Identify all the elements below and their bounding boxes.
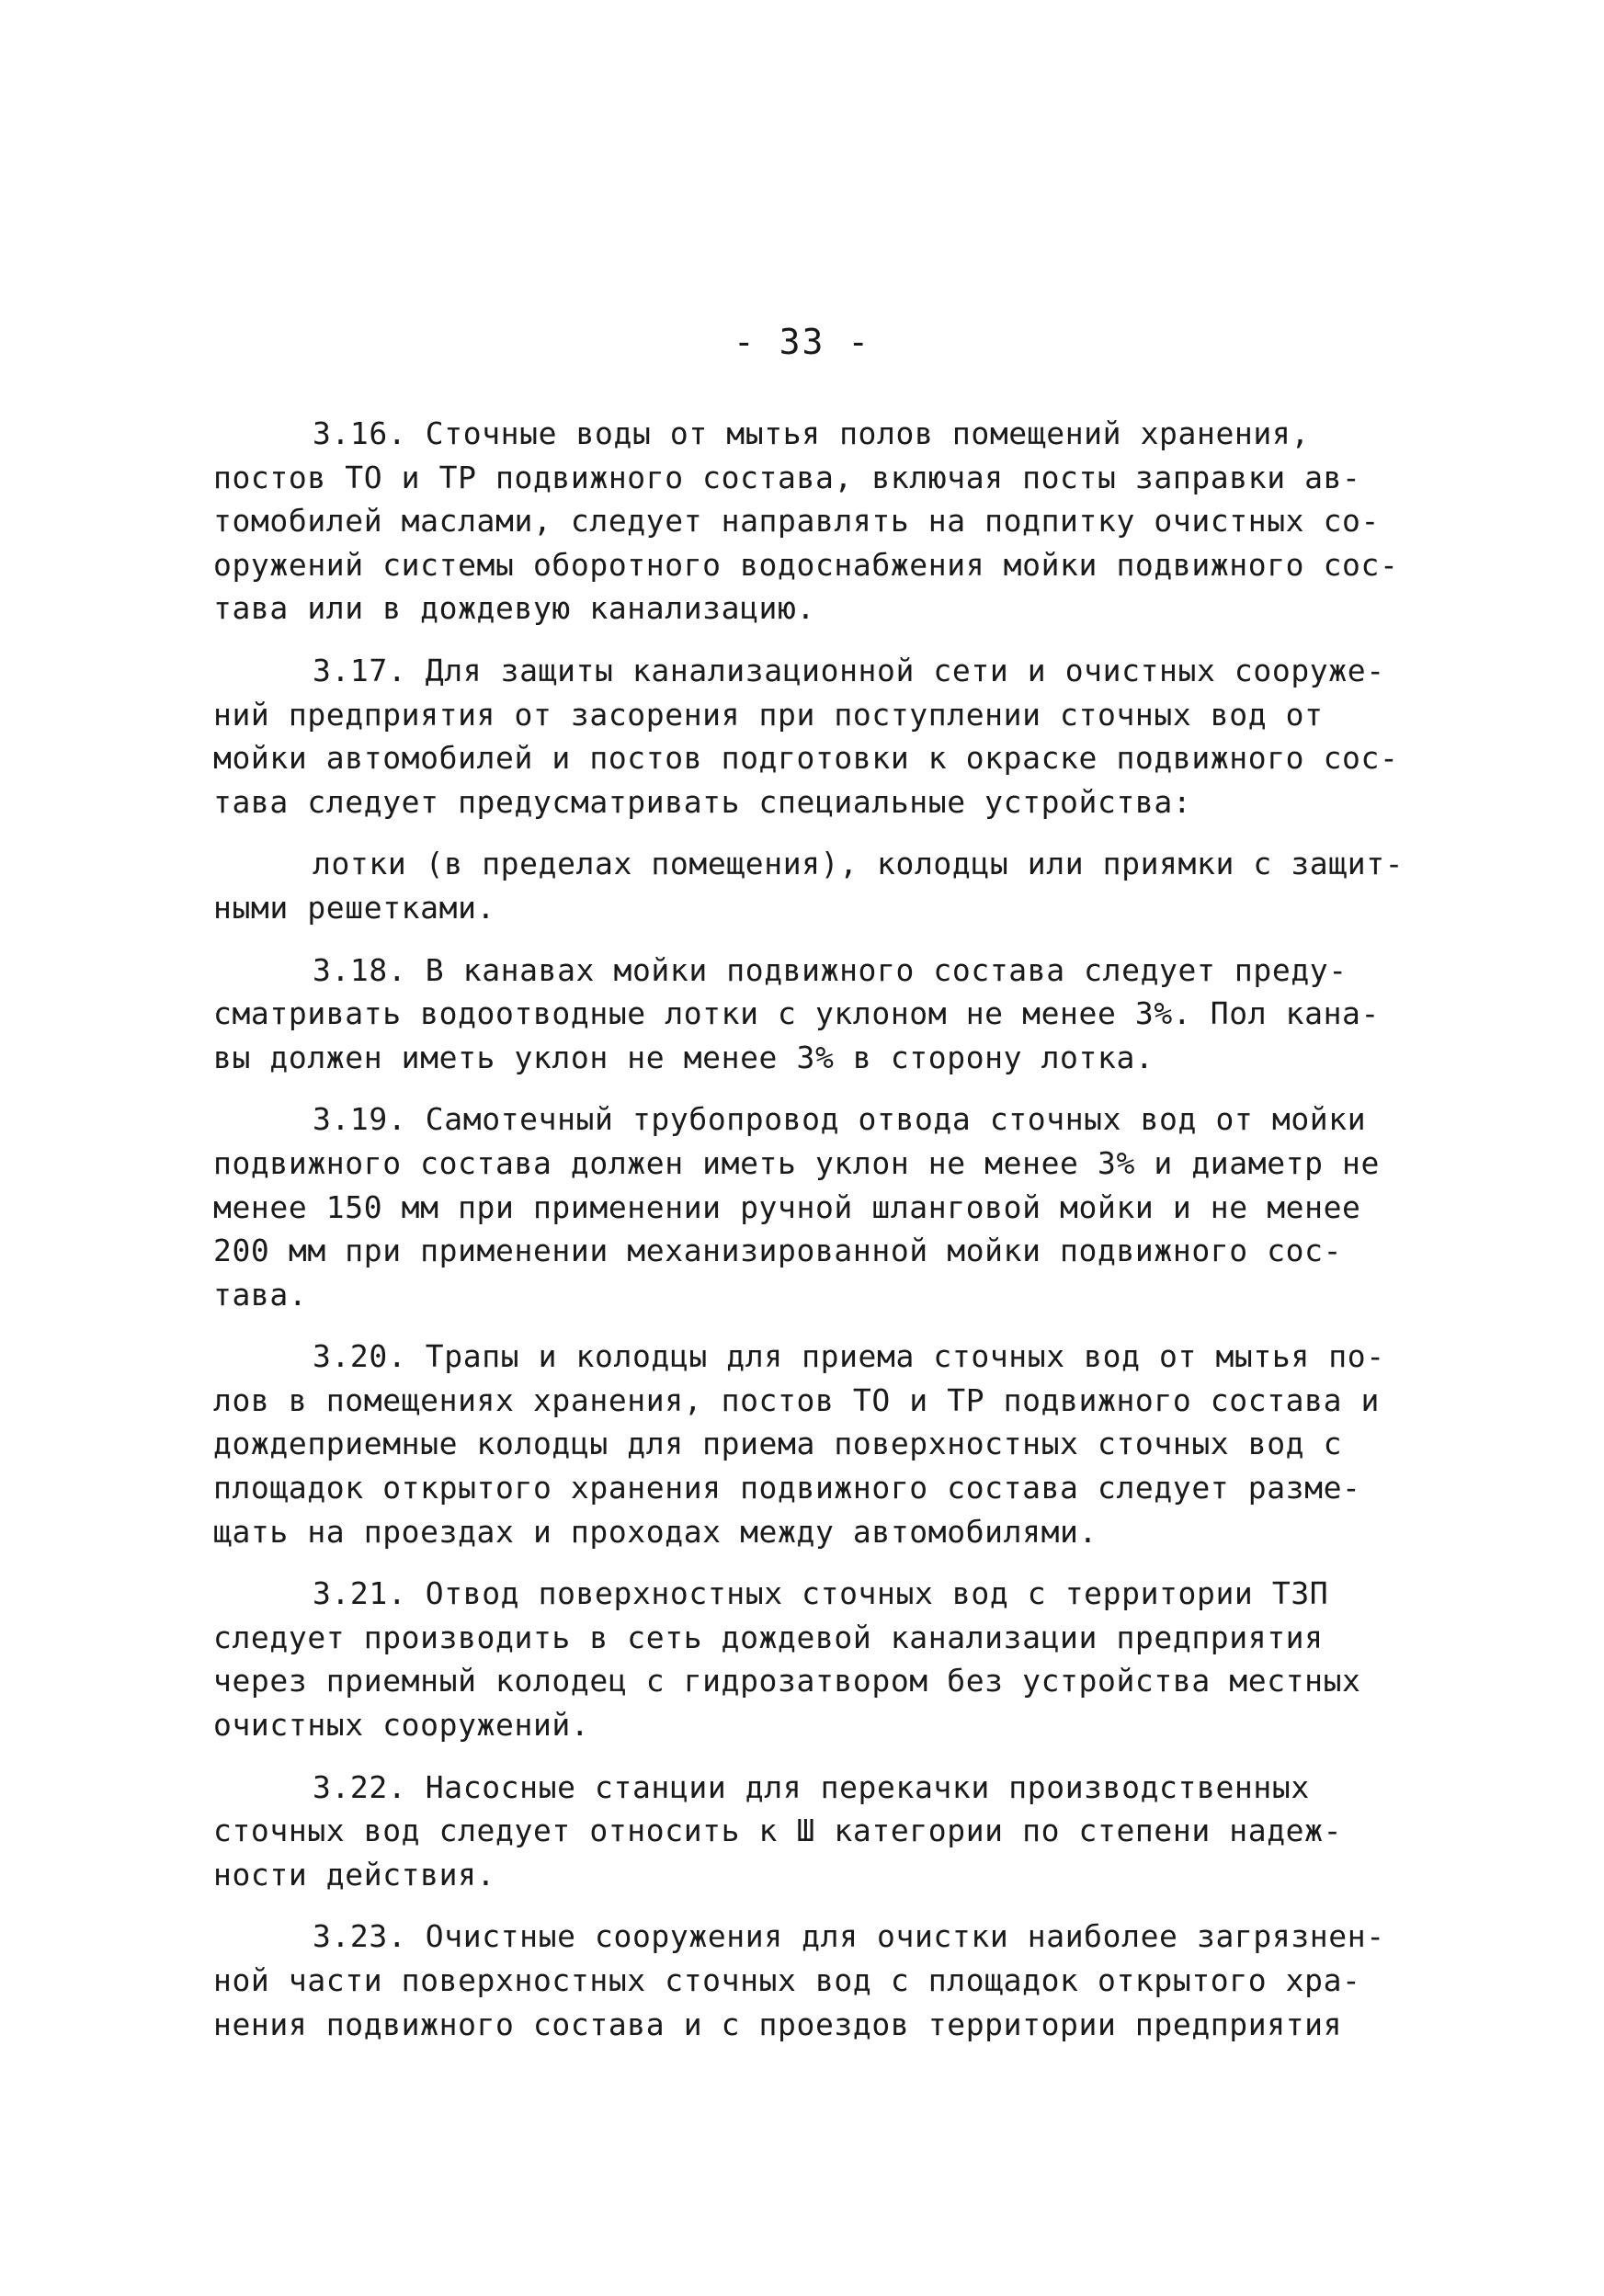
text-line: оружений системы оборотного водоснабжения мойки подвижного сос- [213, 546, 1399, 583]
page-number: - 33 - [733, 322, 871, 362]
text-line: тава или в дождевую канализацию. [213, 590, 815, 627]
text-line: вы должен иметь уклон не менее 3% в сторону лотка. [213, 1039, 1155, 1075]
text-line: постов ТО и ТР подвижного состава, включая посты заправки ав- [213, 459, 1361, 495]
text-line: нения подвижного состава и с проездов территории предприятия [213, 2006, 1343, 2042]
paragraph [213, 1915, 1399, 2046]
text-line: следует производить в сеть дождевой канализации предприятия [213, 1619, 1324, 1655]
text-line: менее 150 мм при применении ручной шланговой мойки и не менее [213, 1188, 1361, 1225]
text-line: ными решетками. [213, 889, 496, 926]
text-line: ной части поверхностных сточных вод с площадок открытого хра- [213, 1962, 1361, 1998]
text-line: ний предприятия от засорения при поступлении сточных вод от [213, 696, 1324, 733]
paragraph [213, 1572, 1399, 1746]
paragraph [213, 1766, 1399, 1897]
paragraph [213, 649, 1399, 824]
text-line: тава следует предусматривать специальные устройства: [213, 783, 1192, 820]
paragraph [213, 412, 1399, 631]
paragraph [213, 1335, 1399, 1553]
text-line: 3.19. Самотечный трубопровод отвода сточных вод от мойки [313, 1101, 1367, 1138]
text-line: ности действия. [213, 1856, 496, 1892]
text-line: 3.17. Для защиты канализационной сети и очистных сооруже- [313, 652, 1385, 688]
paragraph [213, 1097, 1399, 1316]
text-line: подвижного состава должен иметь уклон не менее 3% и диаметр не [213, 1144, 1380, 1181]
text-line: 200 мм при применении механизированной мойки подвижного сос- [213, 1233, 1343, 1269]
text-line: томобилей маслами, следует направлять на подпитку очистных со- [213, 503, 1380, 540]
text-line: лов в помещениях хранения, постов ТО и ТР подвижного состава и [213, 1381, 1380, 1418]
text-line: тава. [213, 1276, 308, 1313]
text-line: через приемный колодец с гидрозатвором без устройства местных [213, 1663, 1361, 1699]
text-line: щать на проездах и проходах между автомобилями. [213, 1513, 1098, 1550]
text-line: очистных сооружений. [213, 1707, 590, 1744]
paragraph [213, 949, 1399, 1080]
text-line: 3.16. Сточные воды от мытья полов помещений хранения, [313, 415, 1310, 451]
paragraph [213, 842, 1405, 929]
text-line: 3.18. В канавах мойки подвижного состава следует преду- [313, 951, 1348, 988]
text-line: 3.20. Трапы и колодцы для приема сточных вод от мытья по- [313, 1338, 1385, 1375]
text-line: 3.21. Отвод поверхностных сточных вод с территории ТЗП [313, 1575, 1329, 1612]
document-body [213, 412, 1405, 2046]
text-line: сточных вод следует относить к Ш категории по степени надеж- [213, 1813, 1343, 1849]
text-line: 3.23. Очистные сооружения для очистки наиболее загрязнен- [313, 1918, 1385, 1955]
text-line: мойки автомобилей и постов подготовки к окраске подвижного сос- [213, 740, 1399, 777]
text-line: лотки (в пределах помещения), колодцы или приямки с защит- [313, 846, 1405, 882]
text-line: площадок открытого хранения подвижного состава следует разме- [213, 1470, 1361, 1506]
text-line: 3.22. Насосные станции для перекачки производственных [313, 1768, 1310, 1805]
text-line: дождеприемные колодцы для приема поверхностных сточных вод с [213, 1426, 1343, 1462]
text-line: сматривать водоотводные лотки с уклоном не менее 3%. Пол кана- [213, 995, 1380, 1032]
